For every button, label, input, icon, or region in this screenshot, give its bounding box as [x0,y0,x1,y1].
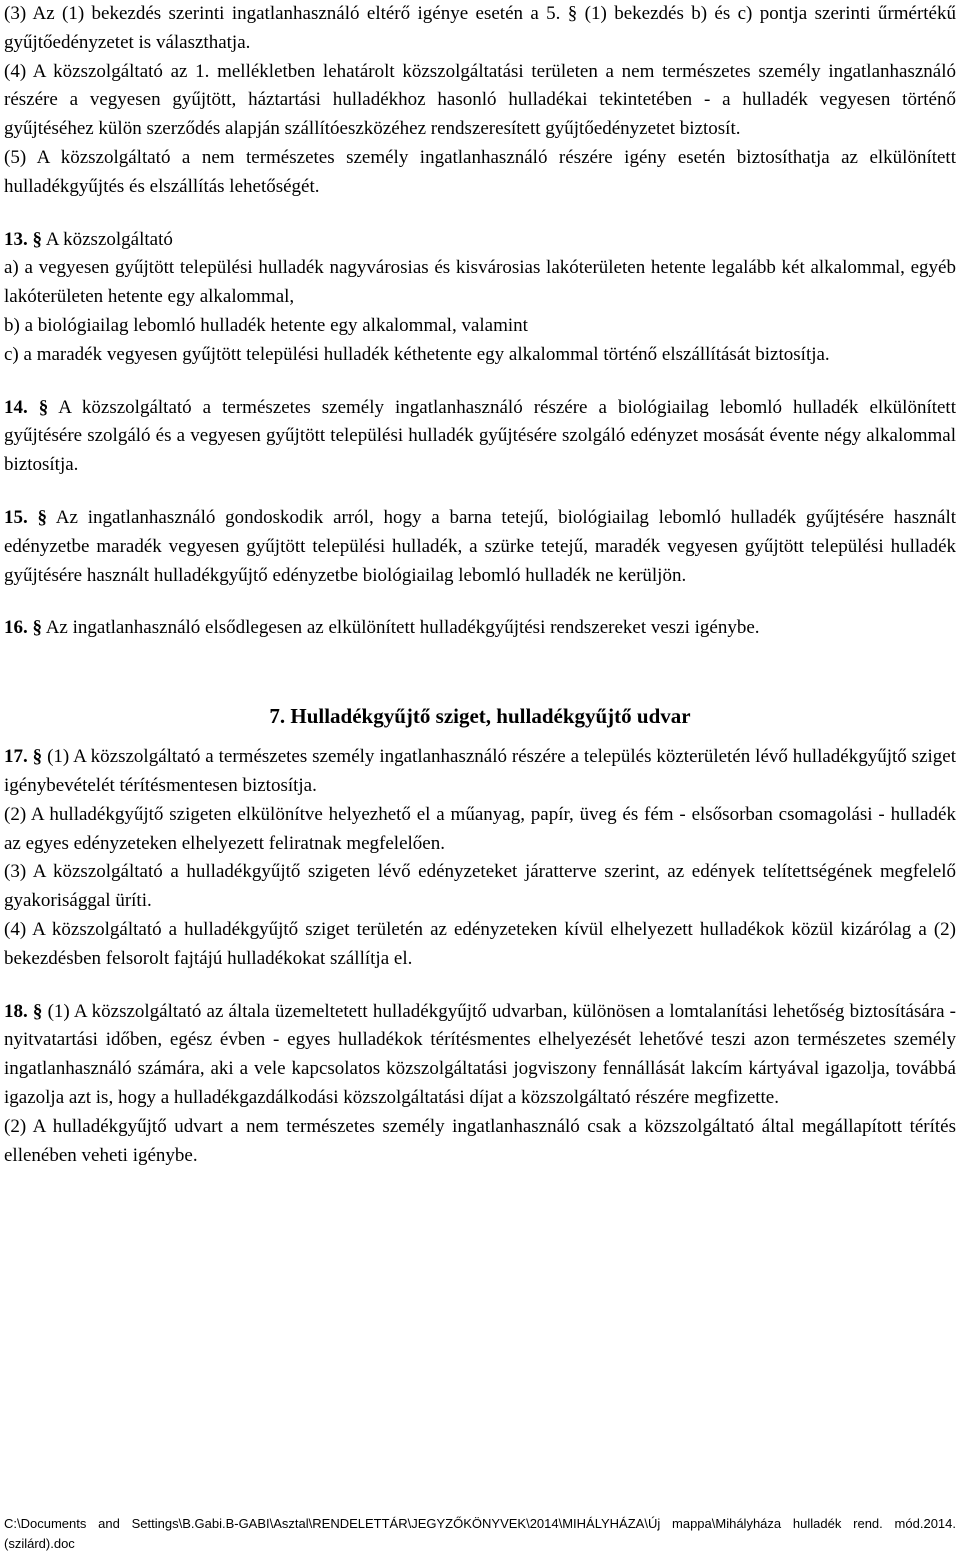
section-16-number: 16. § [4,617,42,639]
section-13-item-b: b) a biológiailag lebomló hulladék hetente egy alkalommal, valamint [4,314,528,336]
section-13-item-a: a) a vegyesen gyűjtött települési hulladék nagyvárosias és kisvárosias lakóterületen hetente legalább két alkalommal, egyéb lakóterületen hetente egy alkalommal, [4,257,956,308]
section-14-number: 14. § [4,396,49,418]
paragraph-12-3: (3) Az (1) bekezdés szerinti ingatlanhasználó eltérő igénye esetén a 5. § (1) bekezdés b) és c) pontja szerinti űrmértékű gyűjtőedényzetet is választhatja. [4,3,956,53]
section-15 [4,504,956,590]
section-17-paragraph-3: (3) A közszolgáltató a hulladékgyűjtő szigeten lévő edényzeteket járatterve szerint, az edények telítettségének megfelelő gyakorisággal üríti. [4,861,956,912]
file-path-footer: C:\Documents and Settings\B.Gabi.B-GABI\Asztal\RENDELETTÁR\JEGYZŐKÖNYVEK\2014\MIHÁLYHÁZA\Új mappa\Mihályháza hulladék rend. mód.2014.(szilárd).doc [4,1516,956,1551]
section-13-number: 13. § [4,228,42,250]
chapter-7-heading: 7. Hulladékgyűjtő sziget, hulladékgyűjtő udvar [269,704,691,729]
section-17-number: 17. § [4,746,43,768]
section-15-text: Az ingatlanhasználó gondoskodik arról, hogy a barna tetejű, biológiailag lebomló hulladék gyűjtésére használt edényzetbe maradék vegyesen gyűjtött települési hulladék, a szürke tetejű, maradék vegyesen gyűjtött települési hulladék gyűjtésére használt hulladékgyűjtő edényzetbe biológiailag lebomló hulladék ne kerüljön. [4,506,957,586]
section-13-item-c: c) a maradék vegyesen gyűjtött települési hulladék kéthetente egy alkalommal történő elszállítását biztosítja. [4,343,830,365]
section-18-paragraph-1: (1) A közszolgáltató az általa üzemeltetett hulladékgyűjtő udvarban, különösen a lomtalanítási lehetőség biztosítására - nyitvatartási időben, egész évben - egyes hulladékok térítésmentes elhelyezését lehetővé teszi azon természetes személy ingatlanhasználó számára, aki a vele kapcsolatos közszolgáltatási jogviszony fennállását lakcím kártyával igazolja, továbbá igazolja azt is, hogy a hulladékgazdálkodási közszolgáltatási díjat a közszolgáltató részére megfizette. [4,1000,957,1108]
paragraph-12-4: (4) A közszolgáltató az 1. mellékletben lehatárolt közszolgáltatási területen a nem természetes személy ingatlanhasználó részére a vegyesen gyűjtött, háztartási hulladékhoz hasonló hulladékai tekintetében - a hulladék vegyesen történő gyűjtéséhez külön szerződés alapján szállítóeszközéhez rendszeresített gyűjtőedényzetet biztosít. [4,60,956,140]
section-13 [4,226,956,255]
section-17-paragraph-1: (1) A közszolgáltató a természetes személy ingatlanhasználó részére a település közterületén lévő hulladékgyűjtő sziget igénybevételét térítésmentesen biztosítja. [4,746,956,796]
section-16-text: Az ingatlanhasználó elsődlegesen az elkülönített hulladékgyűjtési rendszereket veszi igénybe. [45,617,760,639]
section-15-number: 15. § [4,506,48,528]
section-14 [4,394,956,480]
section-16 [4,614,956,643]
section-18-paragraph-2: (2) A hulladékgyűjtő udvart a nem természetes személy ingatlanhasználó csak a közszolgáltató által megállapított térítés ellenében veheti igénybe. [4,1115,956,1166]
section-13-intro: A közszolgáltató [45,228,173,250]
section-18 [4,998,956,1113]
section-17 [4,743,956,801]
section-17-paragraph-4: (4) A közszolgáltató a hulladékgyűjtő sziget területén az edényzeteken kívül elhelyezett hulladékok közül kizárólag a (2) bekezdésben felsorolt fajtájú hulladékokat szállítja el. [4,918,956,969]
paragraph-12-5: (5) A közszolgáltató a nem természetes személy ingatlanhasználó részére igény esetén biztosíthatja az elkülönített hulladékgyűjtés és elszállítás lehetőségét. [4,146,956,197]
section-17-paragraph-2: (2) A hulladékgyűjtő szigeten elkülönítve helyezhető el a műanyag, papír, üveg és fém - elsősorban csomagolási - hulladék az egyes edényzeteken elhelyezett feliratnak megfelelően. [4,803,956,854]
section-14-text: A közszolgáltató a természetes személy ingatlanhasználó részére a biológiailag lebomló hulladék elkülönített gyűjtésére szolgáló és a vegyesen gyűjtött települési hulladék gyűjtésére szolgáló edényzet mosását évente négy alkalommal biztosítja. [4,396,956,476]
section-18-number: 18. § [4,1000,43,1022]
document-page [4,0,956,1170]
